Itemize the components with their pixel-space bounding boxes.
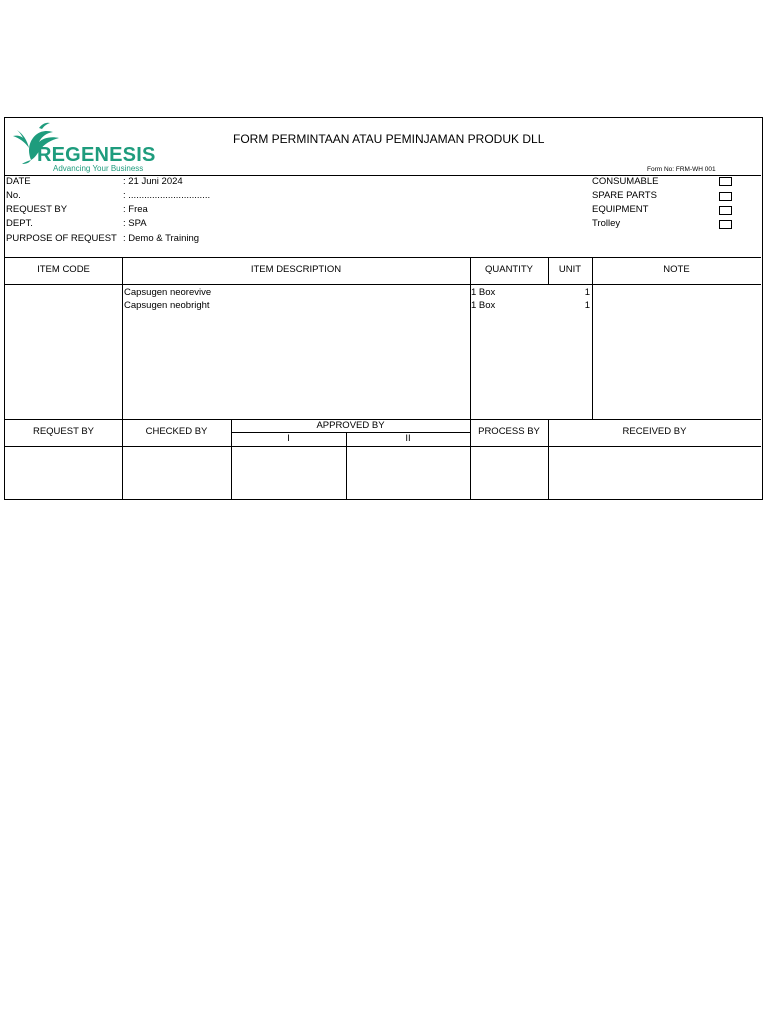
divider xyxy=(5,284,761,285)
trolley-checkbox[interactable] xyxy=(719,220,732,229)
item-quantity: 1 Box xyxy=(471,287,496,298)
logo-tagline: Advancing Your Business xyxy=(53,164,144,173)
number-value: : ............................... xyxy=(123,190,211,201)
regenesis-logo xyxy=(9,120,159,174)
purpose-value: : Demo & Training xyxy=(123,233,200,244)
consumable-checkbox[interactable] xyxy=(719,177,732,186)
dept-value: : SPA xyxy=(123,218,147,229)
number-label: No. xyxy=(6,190,21,201)
divider xyxy=(470,257,471,419)
request-by-label: REQUEST BY xyxy=(6,204,68,215)
signature-process-by: PROCESS BY xyxy=(478,426,540,437)
category-trolley: Trolley xyxy=(592,218,621,229)
equipment-checkbox[interactable] xyxy=(719,206,732,215)
column-header-quantity: QUANTITY xyxy=(484,264,534,275)
signature-approved-1: I xyxy=(287,433,290,444)
form-number: Form No: FRM-WH 001 xyxy=(647,166,716,173)
item-description: Capsugen neorevive xyxy=(124,287,212,298)
divider xyxy=(5,446,761,447)
divider xyxy=(122,257,123,419)
category-consumable: CONSUMABLE xyxy=(592,176,659,187)
column-header-item-description: ITEM DESCRIPTION xyxy=(250,264,342,275)
item-unit: 1 xyxy=(584,300,590,311)
purpose-label: PURPOSE OF REQUEST xyxy=(6,233,117,244)
signature-approved-2: II xyxy=(405,433,411,444)
signature-request-by: REQUEST BY xyxy=(32,426,95,437)
column-header-note: NOTE xyxy=(663,264,690,275)
divider xyxy=(592,257,593,419)
dept-label: DEPT. xyxy=(6,218,33,229)
spare-parts-checkbox[interactable] xyxy=(719,192,732,201)
date-value: : 21 Juni 2024 xyxy=(123,176,183,187)
signature-received-by: RECEIVED BY xyxy=(622,426,687,437)
signature-approved-by: APPROVED BY xyxy=(316,420,385,431)
item-unit: 1 xyxy=(584,287,590,298)
item-quantity: 1 Box xyxy=(471,300,496,311)
logo-text: REGENESIS xyxy=(37,144,156,166)
column-header-unit: UNIT xyxy=(558,264,582,275)
divider xyxy=(5,257,761,258)
form-title: FORM PERMINTAAN ATAU PEMINJAMAN PRODUK DLL xyxy=(233,132,545,146)
date-label: DATE xyxy=(6,176,31,187)
request-form xyxy=(4,117,763,500)
signature-checked-by: CHECKED BY xyxy=(145,426,208,437)
category-equipment: EQUIPMENT xyxy=(592,204,649,215)
divider xyxy=(231,419,232,499)
column-header-item-code: ITEM CODE xyxy=(37,264,90,275)
item-description: Capsugen neobright xyxy=(124,300,210,311)
category-spare-parts: SPARE PARTS xyxy=(592,190,657,201)
request-by-value: : Frea xyxy=(123,204,148,215)
